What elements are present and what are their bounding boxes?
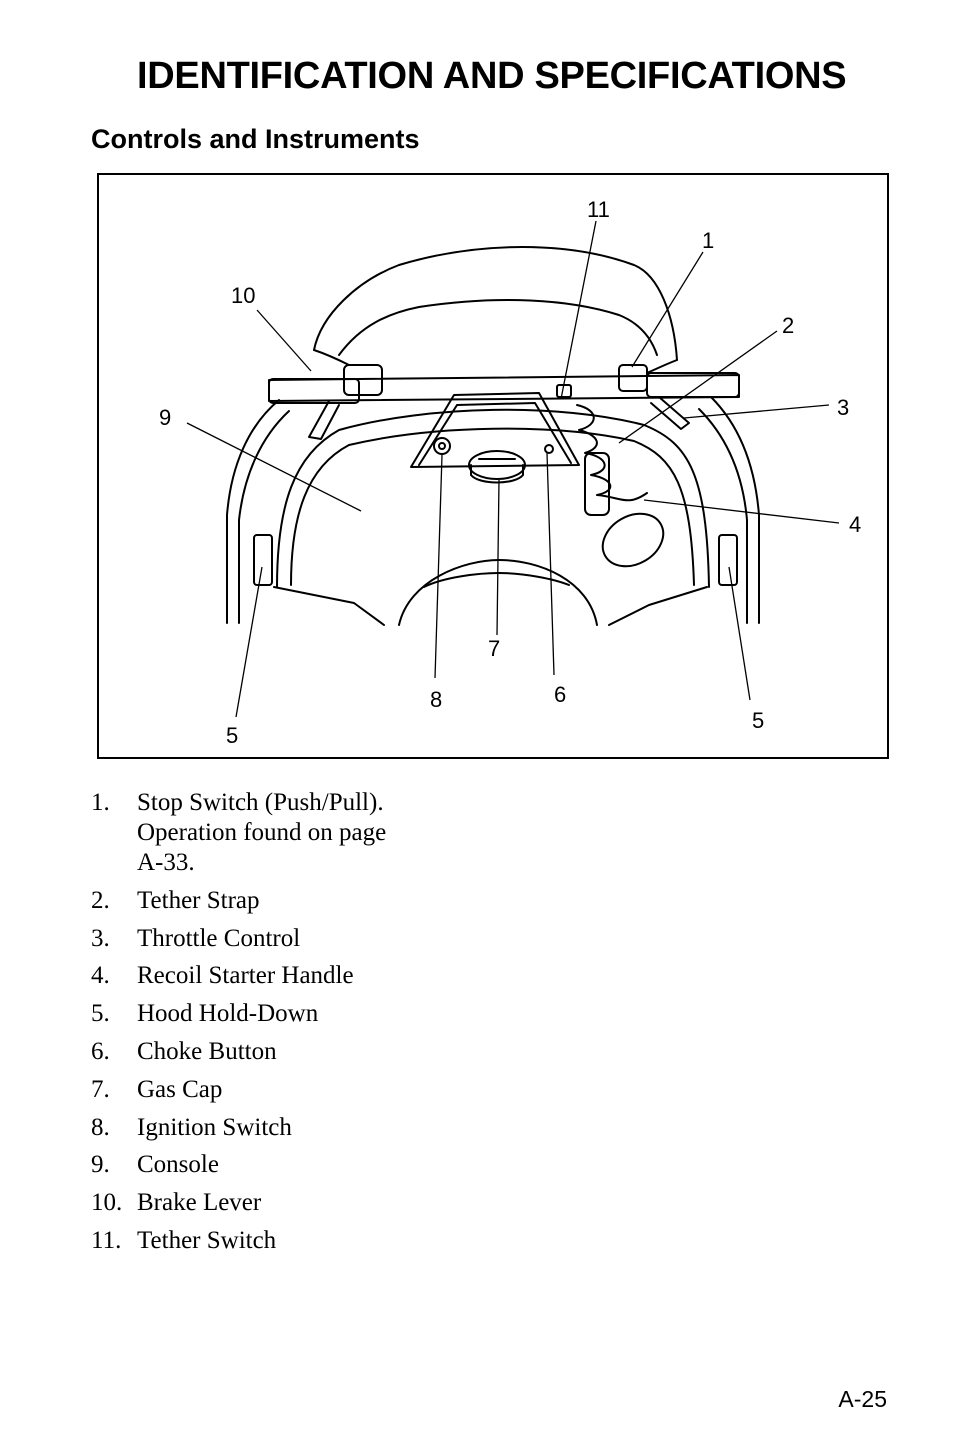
legend-item <box>91 924 511 954</box>
hood-hold-down-right <box>719 535 737 585</box>
legend-item <box>91 1113 511 1143</box>
callout-leaders <box>187 221 839 717</box>
callout-3: 3 <box>837 395 850 420</box>
legend-item <box>91 1075 511 1105</box>
page-number: A‑25 <box>838 1386 887 1412</box>
windshield-outline <box>314 247 677 360</box>
legend-item <box>91 1188 511 1218</box>
legend-number: 4. <box>91 962 110 990</box>
legend-item <box>91 961 511 991</box>
throttle-lever <box>651 397 689 429</box>
legend-text: Recoil Starter Handle <box>137 962 354 990</box>
tether-coil <box>577 405 647 500</box>
legend-text: Tether Switch <box>137 1226 277 1254</box>
callout-8: 8 <box>430 687 443 712</box>
parts-legend <box>91 788 511 1264</box>
hood-outline <box>227 400 279 623</box>
legend-text: Gas Cap <box>137 1075 223 1103</box>
windshield-inner <box>339 300 657 355</box>
callout-10: 10 <box>231 283 256 308</box>
legend-number: 8. <box>91 1113 110 1141</box>
legend-number: 10. <box>91 1189 123 1217</box>
legend-text: Hood Hold-Down <box>137 1000 319 1028</box>
legend-number: 2. <box>91 886 110 914</box>
legend-item <box>91 999 511 1029</box>
legend-number: 9. <box>91 1151 110 1179</box>
choke-button <box>545 445 553 453</box>
legend-item <box>91 1226 511 1256</box>
callout-5-right: 5 <box>752 708 765 733</box>
legend-item <box>91 1150 511 1180</box>
controls-diagram <box>97 173 889 759</box>
legend-text: Console <box>137 1151 219 1179</box>
page-title: IDENTIFICATION AND SPECIFICATIONS <box>137 55 847 97</box>
legend-item <box>91 1037 511 1067</box>
lower-left-bumper <box>274 587 384 625</box>
callout-4: 4 <box>849 512 862 537</box>
callout-2: 2 <box>782 313 795 338</box>
ignition-switch <box>434 438 450 454</box>
legend-item <box>91 788 511 878</box>
callout-6: 6 <box>554 682 567 707</box>
legend-text: Brake Lever <box>137 1189 262 1217</box>
callout-7: 7 <box>488 636 501 661</box>
legend-number: 1. <box>91 789 110 816</box>
callout-5-left: 5 <box>226 723 239 748</box>
stop-switch-housing <box>619 365 647 391</box>
legend-item <box>91 886 511 916</box>
lower-right-bumper <box>609 587 707 625</box>
callout-1: 1 <box>702 228 715 253</box>
legend-text: Tether Strap <box>137 886 260 914</box>
legend-number: 11. <box>91 1226 122 1254</box>
legend-text-line3: A‑33. <box>137 849 195 876</box>
legend-number: 5. <box>91 1000 110 1028</box>
section-heading: Controls and Instruments <box>91 124 420 154</box>
callout-9: 9 <box>159 405 172 430</box>
legend-number: 3. <box>91 924 110 952</box>
hood-hold-down-left <box>254 535 272 585</box>
legend-number: 6. <box>91 1037 110 1065</box>
callout-11: 11 <box>587 197 610 222</box>
legend-text-line2: Operation found on page <box>137 819 387 846</box>
snowmobile-front-illustration <box>99 175 887 757</box>
legend-text: Throttle Control <box>137 924 301 952</box>
legend-text: Stop Switch (Push/Pull). <box>137 789 384 816</box>
legend-text: Choke Button <box>137 1037 277 1065</box>
legend-text: Ignition Switch <box>137 1113 292 1141</box>
legend-number: 7. <box>91 1075 110 1103</box>
